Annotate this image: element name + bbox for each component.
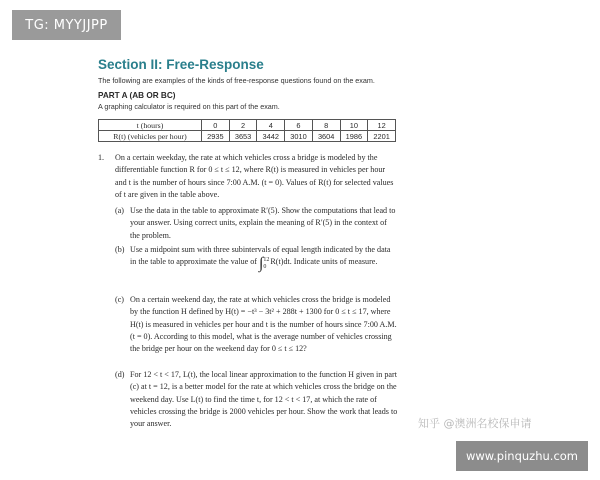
table-cell: 2201 bbox=[368, 131, 396, 142]
part-a-label: (a) bbox=[115, 206, 124, 215]
integral-lower: 0 bbox=[263, 264, 267, 271]
integral-limits bbox=[263, 257, 269, 271]
part-c-label: (c) bbox=[115, 295, 124, 304]
table-cell: 3442 bbox=[257, 131, 285, 142]
table-cell: 2 bbox=[229, 120, 257, 131]
table-header-r: R(t) (vehicles per hour) bbox=[99, 131, 202, 142]
table-header-t: t (hours) bbox=[99, 120, 202, 131]
intro-text: The following are examples of the kinds of free-response questions found on the exam. bbox=[98, 76, 375, 85]
part-b-text-before: Use a midpoint sum with three subintervals of equal length indicated by the data in the table to approximate the value of bbox=[130, 245, 391, 267]
section-title: Section II: Free-Response bbox=[98, 57, 264, 72]
table-cell: 12 bbox=[368, 120, 396, 131]
part-title: PART A (AB OR BC) bbox=[98, 91, 176, 100]
calculator-note: A graphing calculator is required on this part of the exam. bbox=[98, 102, 280, 111]
table-cell: 3604 bbox=[312, 131, 340, 142]
table-cell: 8 bbox=[312, 120, 340, 131]
table-cell: 3010 bbox=[285, 131, 313, 142]
site-label: www.pinquzhu.com bbox=[456, 441, 588, 471]
table-cell: 0 bbox=[202, 120, 230, 131]
watermark: 知乎 @澳洲名校保申请 bbox=[418, 417, 532, 430]
table-cell: 2935 bbox=[202, 131, 230, 142]
table-cell: 10 bbox=[340, 120, 368, 131]
integrand: R(t)dt. bbox=[270, 257, 292, 267]
part-d-text: For 12 < t < 17, L(t), the local linear approximation to the function H given in part (c) at t = 12, is a better model for the rate at which vehicles cross the bridge on the weekend day. Use L(t) to find the time t, for 12 < t < 17, at which the rate of vehicles crossing the bridge is 2000 vehicles per hour. Show the work that leads to your answer. bbox=[130, 370, 398, 429]
integral-upper: 12 bbox=[263, 257, 270, 264]
tag-label: TG: MYYJJPP bbox=[12, 10, 121, 40]
part-d-label: (d) bbox=[115, 370, 125, 379]
table-row bbox=[99, 131, 396, 142]
part-b-text bbox=[130, 244, 398, 271]
question-text: On a certain weekday, the rate at which vehicles cross a bridge is modeled by the differentiable function R for 0 ≤ t ≤ 12, where R(t) is measured in vehicles per hour and t is the number of hours since 7:00 A.M. (t = 0). Values of R(t) for selected values of t are given in the table above. bbox=[115, 153, 394, 199]
data-table bbox=[98, 119, 396, 142]
table-cell: 6 bbox=[285, 120, 313, 131]
table-cell: 3653 bbox=[229, 131, 257, 142]
part-b-text-after: Indicate units of measure. bbox=[293, 257, 378, 267]
table-row bbox=[99, 120, 396, 131]
table-cell: 4 bbox=[257, 120, 285, 131]
part-b-label: (b) bbox=[115, 245, 125, 254]
part-c-text: On a certain weekend day, the rate at which vehicles cross the bridge is modeled by the function H defined by H(t) = −t³ − 3t² + 288t + 1300 for 0 ≤ t ≤ 17, where H(t) is measured in vehicles per hour and t is the number of hours since 7:00 A.M. (t = 0). According to this model, what is the average number of vehicles crossing the bridge per hour on the weekend day for 0 ≤ t ≤ 12? bbox=[130, 295, 397, 354]
question-number: 1. bbox=[98, 153, 105, 162]
part-a-text: Use the data in the table to approximate R′(5). Show the computations that lead to your answer. Using correct units, explain the meaning of R′(5) in the context of the problem. bbox=[130, 206, 396, 240]
table-cell: 1986 bbox=[340, 131, 368, 142]
integral-symbol: ∫ bbox=[259, 255, 264, 273]
